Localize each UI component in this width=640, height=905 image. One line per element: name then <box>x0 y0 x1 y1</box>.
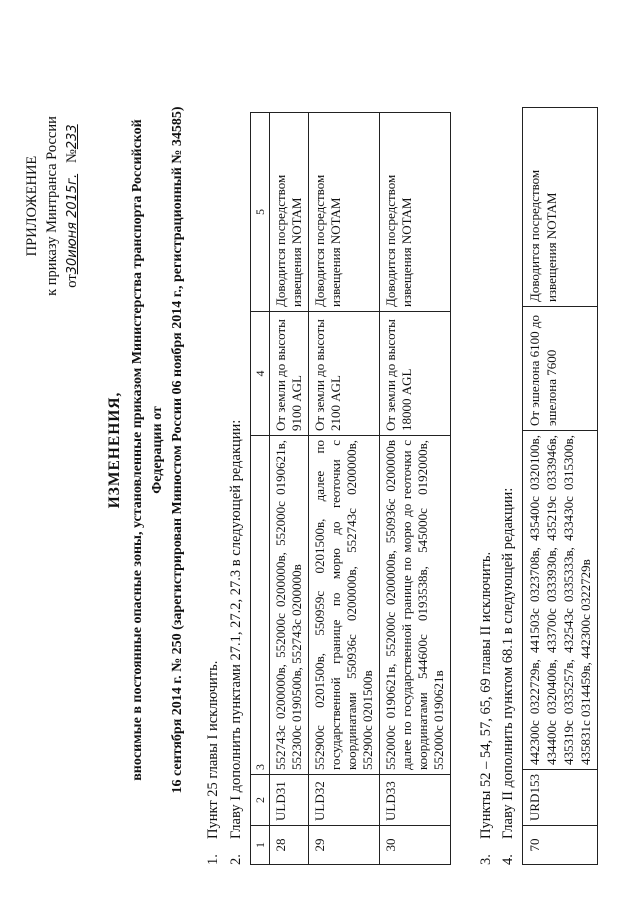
zone-notice: Доводится посредством извещения NOTAM <box>523 108 598 307</box>
column-header: 5 <box>251 113 270 312</box>
list-item <box>228 420 245 865</box>
item-number: 2. <box>228 854 244 865</box>
list-item <box>500 488 517 865</box>
zone-code: ULD32 <box>309 775 380 826</box>
zone-code: URD153 <box>523 770 598 826</box>
table-row <box>270 113 309 865</box>
date-prefix: от <box>64 274 80 288</box>
list-item <box>478 552 495 865</box>
appendix-label: ПРИЛОЖЕНИЕ <box>24 155 40 257</box>
item-number: 4. <box>500 854 516 865</box>
zone-coordinates: 552900с 0201500в, 550959с 0201500в, далее по государственной границе по морю до геоточки с координатами 550936с 0200000в, 552743с 0200000в, 552900с 0201500в <box>309 436 380 775</box>
row-number: 70 <box>523 826 598 865</box>
zones-table-chapter-2 <box>522 107 598 865</box>
subtitle-line: 16 сентября 2014 г. № 250 (зарегистрирован Минюстом России 06 ноября 2014 г., регистрационный № 34585) <box>170 106 185 794</box>
zone-height: От земли до высоты 9100 AGL <box>270 312 309 436</box>
table-row <box>309 113 380 865</box>
row-number: 30 <box>380 826 451 865</box>
table-row <box>523 108 598 865</box>
table-header-row <box>251 113 270 865</box>
zone-notice: Доводится посредством извещения NOTAM <box>380 113 451 312</box>
row-number: 29 <box>309 826 380 865</box>
zones-table-chapter-1 <box>250 112 451 865</box>
row-number: 28 <box>270 826 309 865</box>
item-number: 3. <box>478 854 494 865</box>
document-title: ИЗМЕНЕНИЯ, <box>106 391 123 509</box>
item-text: Пункты 52 – 54, 57, 65, 69 главы II исключить. <box>478 551 494 839</box>
zone-notice: Доводится посредством извещения NOTAM <box>309 113 380 312</box>
zone-coordinates: 552743с 0200000в, 552000с 0200000в, 552000с 0190621в, 552300с 0190500в, 552743с 0200000в <box>270 436 309 775</box>
item-text: Пункт 25 главы I исключить. <box>205 660 221 839</box>
zone-notice: Доводится посредством извещения NOTAM <box>270 113 309 312</box>
list-item <box>205 661 222 865</box>
zone-height: От земли до высоты 2100 AGL <box>309 312 380 436</box>
column-header: 4 <box>251 312 270 436</box>
appendix-header <box>22 56 83 356</box>
zone-height: От эшелона 6100 до эшелона 7600 <box>523 307 598 431</box>
handwritten-number: 233 <box>65 124 80 150</box>
item-number: 1. <box>205 854 221 865</box>
order-date-line <box>62 56 83 356</box>
table-row <box>380 113 451 865</box>
order-reference: к приказу Минтранса России <box>44 116 60 296</box>
handwritten-date: 30июня 2015г. <box>65 173 80 275</box>
item-text: Главу I дополнить пунктами 27.1, 27.2, 27.3 в следующей редакции: <box>228 419 244 839</box>
column-header: 2 <box>251 775 270 826</box>
zone-code: ULD31 <box>270 775 309 826</box>
number-prefix: № <box>64 149 80 163</box>
zone-height: От земли до высоты 18000 AGL <box>380 312 451 436</box>
subtitle-line: вносимые в постоянные опасные зоны, установленные приказом Министерства транспорта Российской Федерации от <box>130 119 165 781</box>
zone-coordinates: 442300с 0322729в, 441503с 0323708в, 435400с 0320100в, 434400с 0320400в, 433700с 0333930в, 435219с 0333946в, 435319с 0335257в, 432543с 0335333в, 433430с 0315300в, 435831с 0314459в, 442300с 0322729в <box>523 431 598 770</box>
column-header: 1 <box>251 826 270 865</box>
column-header: 3 <box>251 436 270 775</box>
zone-coordinates: 552000с 0190621в, 552000с 0200000в, 550936с 0200000в далее по государственной границе по морю до геоточки с координатами 544600с 0193538в, 545000с 0192000в, 552000с 0190621в <box>380 436 451 775</box>
document-subtitle <box>128 85 188 815</box>
zone-code: ULD33 <box>380 775 451 826</box>
item-text: Главу II дополнить пунктом 68.1 в следующей редакции: <box>500 487 516 839</box>
